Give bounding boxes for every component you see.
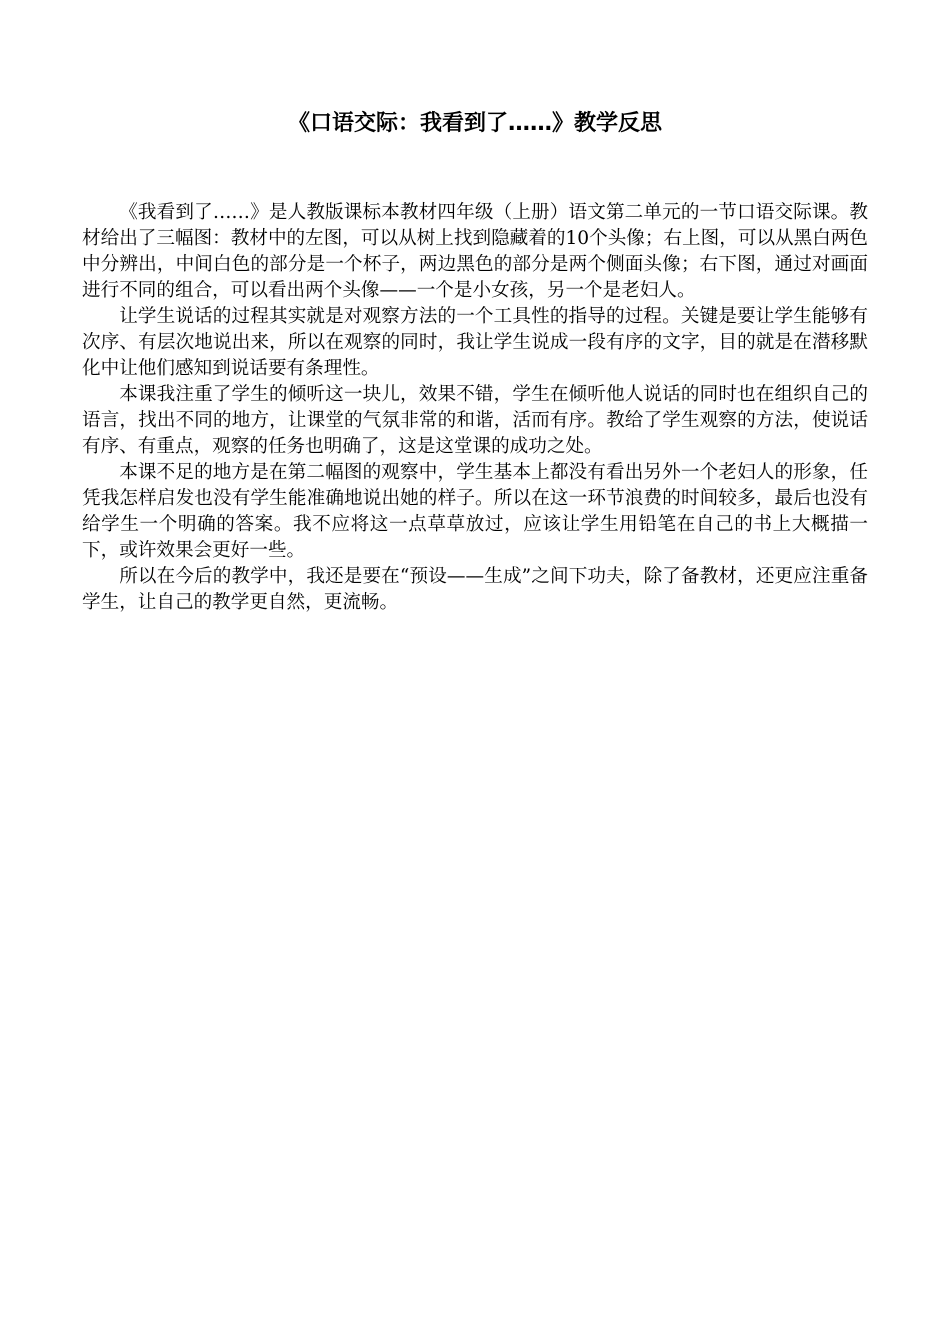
paragraph-4: 本课不足的地方是在第二幅图的观察中，学生基本上都没有看出另外一个老妇人的形象，任凭我怎样启发也没有学生能准确地说出她的样子。所以在这一环节浪费的时间较多，最后也没有给学生一个明确的答案。我不应将这一点草草放过，应该让学生用铅笔在自己的书上大概描一下，或许效果会更好一些。 <box>82 462 868 561</box>
paragraph-2: 让学生说话的过程其实就是对观察方法的一个工具性的指导的过程。关键是要让学生能够有次序、有层次地说出来，所以在观察的同时，我让学生说成一段有序的文字，目的就是在潜移默化中让他们感知到说话要有条理性。 <box>82 306 868 379</box>
document-title: 《口语交际：我看到了……》教学反思 <box>287 111 662 136</box>
paragraph-3: 本课我注重了学生的倾听这一块儿，效果不错，学生在倾听他人说话的同时也在组织自己的语言，找出不同的地方，让课堂的气氛非常的和谐，活而有序。教给了学生观察的方法，使说话有序、有重点，观察的任务也明确了，这是这堂课的成功之处。 <box>82 384 868 457</box>
paragraph-5: 所以在今后的教学中，我还是要在“预设——生成”之间下功夫，除了备教材，还更应注重备学生，让自己的教学更自然，更流畅。 <box>82 566 868 613</box>
document-body <box>82 200 868 616</box>
paragraph-1: 《我看到了……》是人教版课标本教材四年级（上册）语文第二单元的一节口语交际课。教材给出了三幅图：教材中的左图，可以从树上找到隐藏着的10个头像；右上图，可以从黑白两色中分辨出，中间白色的部分是一个杯子，两边黑色的部分是两个侧面头像；右下图，通过对画面进行不同的组合，可以看出两个头像——一个是小女孩，另一个是老妇人。 <box>82 202 869 301</box>
